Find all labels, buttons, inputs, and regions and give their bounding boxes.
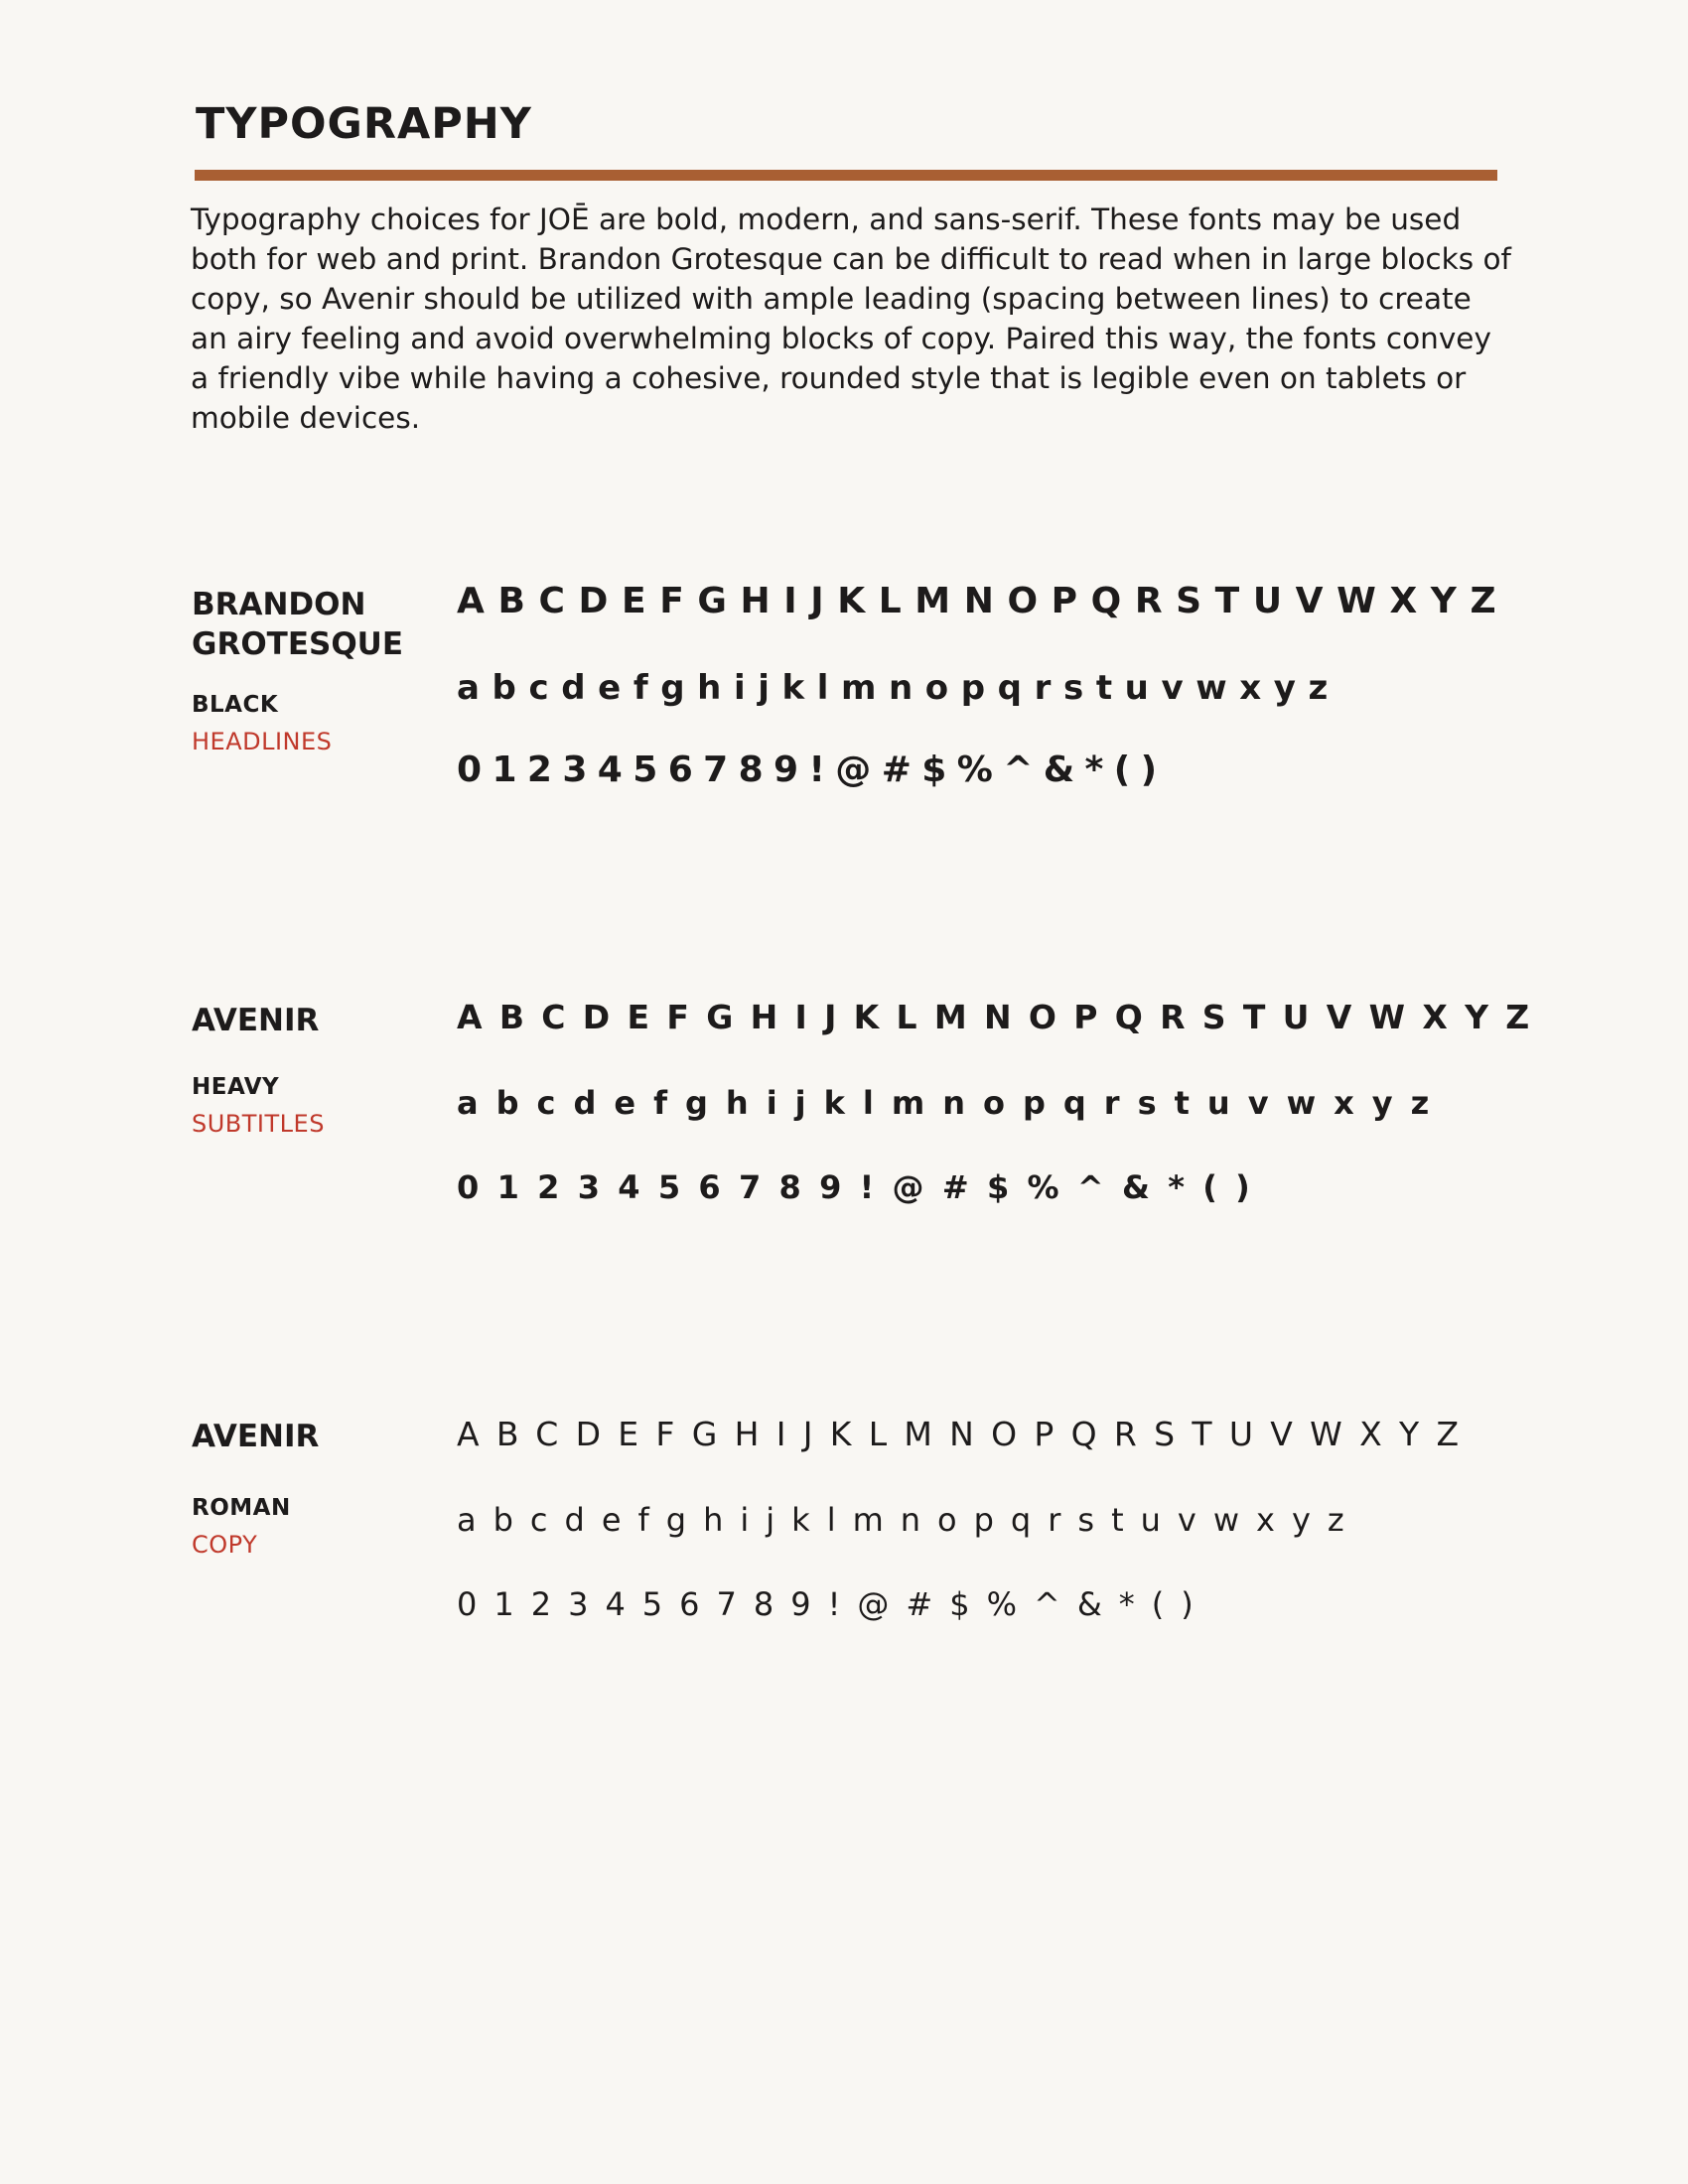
font-name: [192, 585, 403, 664]
page-title: TYPOGRAPHY: [196, 99, 532, 149]
uppercase-specimen: ABCDEFGHIJKLMNOPQRSTUVWXYZ: [457, 581, 1510, 621]
font-weight-label: HEAVY: [192, 1074, 280, 1100]
font-name: AVENIR: [192, 1003, 320, 1038]
lowercase-specimen: abcdefghijklmnopqrstuvwxyz: [457, 668, 1340, 708]
numbers-symbols-specimen: 0123456789!@#$%^&*(): [457, 750, 1168, 790]
numbers-symbols-specimen: 0123456789!@#$%^&*(): [457, 1585, 1210, 1623]
font-name: AVENIR: [192, 1419, 320, 1454]
lowercase-specimen: abcdefghijklmnopqrstuvwxyz: [457, 1084, 1448, 1122]
title-divider: [195, 170, 1497, 181]
font-name-line2: GROTESQUE: [192, 626, 404, 662]
font-usage-label: HEADLINES: [192, 728, 333, 755]
uppercase-specimen: ABCDEFGHIJKLMNOPQRSTUVWXYZ: [457, 1415, 1477, 1453]
uppercase-specimen: ABCDEFGHIJKLMNOPQRSTUVWXYZ: [457, 998, 1547, 1036]
font-usage-label: SUBTITLES: [192, 1110, 325, 1138]
lowercase-specimen: abcdefghijklmnopqrstuvwxyz: [457, 1501, 1361, 1539]
font-weight-label: ROMAN: [192, 1495, 291, 1521]
font-weight-label: BLACK: [192, 692, 279, 718]
font-usage-label: COPY: [192, 1531, 258, 1559]
font-name-line1: BRANDON: [192, 587, 366, 622]
numbers-symbols-specimen: 0123456789!@#$%^&*(): [457, 1168, 1269, 1206]
intro-paragraph: Typography choices for JOĒ are bold, modern, and sans-serif. These fonts may be used both for web and print. Brandon Grotesque can be difficult to read when in large blocks of copy, so Avenir should be utilized with ample leading (spacing between lines) to create an airy feeling and avoid overwhelming blocks of copy. Paired this way, the fonts convey a friendly vibe while having a cohesive, rounded style that is legible even on tablets or mobile devices.: [191, 203, 1511, 435]
